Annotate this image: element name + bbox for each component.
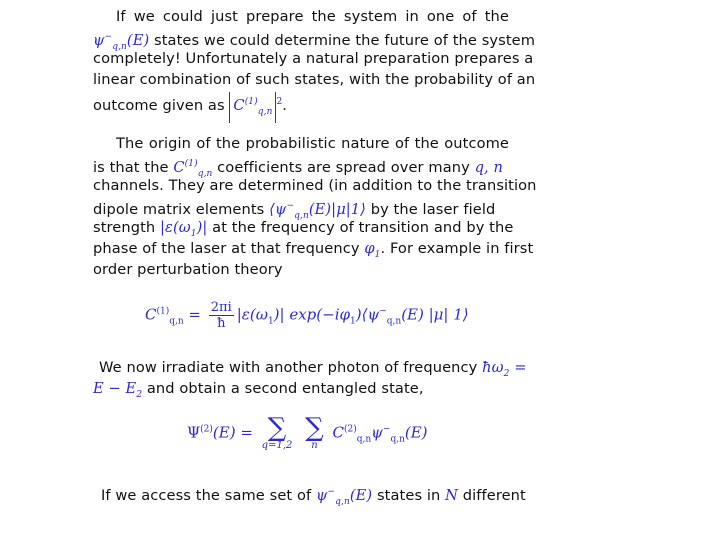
para2-line7: order perturbation theory <box>93 261 283 278</box>
equation-second-state: $\Psi^{(2)}(E)$ = ∑ q=1,2 ∑ n $C^{(2)}_{q,n}\psi^-_{q,n}(E)$ <box>187 413 428 451</box>
sum-over-q: ∑ q=1,2 <box>261 413 293 451</box>
para2-line3: channels. They are determined (in addition to the transition <box>93 177 537 194</box>
fraction-2pii-hbar: $\frac{2\pi i}{ħ}$ <box>210 300 232 331</box>
para1-line3: completely! Unfortunately a natural preparation prepares a <box>93 50 534 67</box>
para2-line4: dipole matrix elements $⟨\psi^-_{q,n}(E)|\mu|1⟩$ by the laser field <box>93 200 496 221</box>
para2-line5: strength $|\varepsilon(\omega_1)|$ at the frequency of transition and by the <box>93 219 514 239</box>
para2-line6: phase of the laser at that frequency $\varphi_1$. For example in first <box>93 240 534 260</box>
equation-first-order: $C^{(1)}_{q,n}$ = $\frac{2\pi i}{ħ}$ $|\varepsilon(\omega_1)|$ $\exp(-i\varphi_1)⟨\psi^-_{q,n}(E)$ |μ| 1⟩ <box>145 300 469 331</box>
para4-line1: If we access the same set of $\psi^-_{q,n}(E)$ states in N different <box>101 486 526 507</box>
para2-line2: is that the $C^{(1)}_{q,n}$ coefficients are spread over many q, n <box>93 158 504 179</box>
para1-line2: $\psi^-_{q,n}(E)$ states we could determine the future of the system <box>93 31 536 52</box>
para1-line5: outcome given as $C^{(1)}_{q,n}^2$. <box>93 92 509 123</box>
para2-line1: The origin of the probabilistic nature of the outcome <box>116 135 509 152</box>
para3-line1: We now irradiate with another photon of frequency $ħ\omega_2$ = <box>99 359 527 379</box>
para1-line4: linear combination of such states, with the probability of an <box>93 71 536 88</box>
coefficient-abs: $C^{(1)}_{q,n}$ <box>229 92 276 123</box>
psi-symbol: $\psi^-_{q,n}(E)$ <box>93 31 150 52</box>
sum-over-n: ∑ n <box>305 413 324 451</box>
para1-line1: If we could just prepare the system in one of the <box>116 8 509 25</box>
para3-line2: $E - E_2$ and obtain a second entangled state, <box>93 380 424 400</box>
